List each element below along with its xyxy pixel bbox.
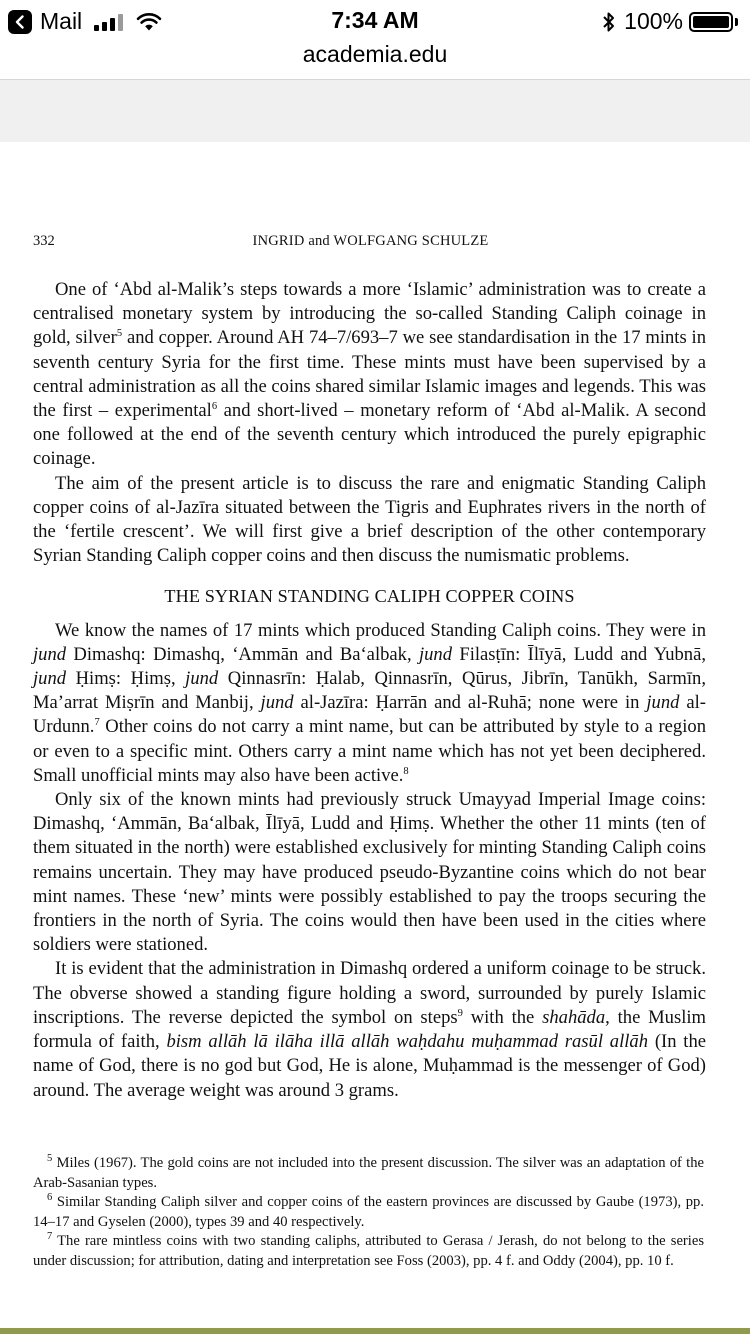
bottom-accent-bar <box>0 1328 750 1334</box>
back-label: Mail <box>40 8 83 34</box>
footnotes <box>33 1154 704 1272</box>
section-heading: THE SYRIAN STANDING CALIPH COPPER COINS <box>164 586 575 607</box>
paragraph: One of ‘Abd al-Malik’s steps towards a more ‘Islamic’ administration was to create a centralised monetary system by introducing the so-called Standing Caliph coinage in gold, silver$^5$ and copper. Around AH 74–7/693–7 we see standardisation in the 17 mints in seventh century Syria for the first time. These mints must have been supervised by a central administration as all the coins shared similar Islamic images and legends. This was the first – experimental$^6$ and short-lived – monetary reform of ‘Abd al-Malik. A second one followed at the end of the seventh century which introduced the purely epigraphic coinage. <box>33 279 706 470</box>
running-head-title: INGRID and WOLFGANG SCHULZE <box>252 233 489 249</box>
article-body <box>33 278 706 1103</box>
battery-percentage: 100% <box>624 8 683 34</box>
clock: 7:34 AM <box>331 7 419 33</box>
battery-icon <box>689 12 733 32</box>
paragraph: Only six of the known mints had previously struck Umayyad Imperial Image coins: Dimashq, ‘Ammān, Ba‘albak, Īlīyā, Ludd and Ḥimṣ. Whether the other 11 mints (ten of them situated in the north) were established exclusively for minting Standing Caliph coins remains uncertain. They may have produced pseudo-Byzantine coins which do not bear mint names. These ‘new’ mints were possibly established to pay the troops securing the frontiers in the north of Syria. The coins would then have been used in the cities where soldiers were stationed. <box>33 789 706 956</box>
paragraph: The aim of the present article is to discuss the rare and enigmatic Standing Caliph copper coins of al-Jazīra situated between the Tigris and Euphrates rivers in the north of the ‘fertile crescent’. We will first give a brief description of the other contemporary Syrian Standing Caliph copper coins and then discuss the numismatic problems. <box>33 472 706 567</box>
footnote: $^5$ Miles (1967). The gold coins are not included into the present discussion. The silver was an adaptation of the Arab-Sasanian types. <box>33 1153 704 1191</box>
document-page <box>0 142 750 1334</box>
bluetooth-icon <box>602 11 616 33</box>
status-bar <box>0 0 750 40</box>
page-number: 332 <box>33 233 55 249</box>
footnote: $^7$ The rare mintless coins with two standing caliphs, attributed to Gerasa / Jerash, do not belong to the series under discussion; for attribution, dating and interpretation see Foss (2003), pp. 4 f. and Oddy (2004), pp. 10 f. <box>33 1231 704 1269</box>
paragraph: We know the names of 17 mints which produced Standing Caliph coins. They were in jund Dimashq: Dimashq, ‘Ammān and Ba‘albak, jund Filasṭīn: Īlīyā, Ludd and Yubnā, jund Ḥimṣ: Ḥimṣ, jund Qinnasrīn: Ḥalab, Qinnasrīn, Qūrus, Jibrīn, Tanūkh, Sarmīn, Ma’arrat Miṣrīn and Manbij, jund al-Jazīra: Ḥarrān and al-Ruhā; none were in jund al-Urdunn.$^7$ Other coins do not carry a mint name, but can be attributed by style to a region or even to a specific mint. Others carry a mint name which has not yet been deciphered. Small unofficial mints may also have been active.$^8$ <box>33 619 707 786</box>
running-head <box>33 233 713 253</box>
browser-toolbar-area <box>0 79 750 143</box>
footnote: $^6$ Similar Standing Caliph silver and copper coins of the eastern provinces are discussed by Gaube (1973), pp. 14–17 and Gyselen (2000), types 39 and 40 respectively. <box>33 1192 704 1230</box>
paragraph: It is evident that the administration in Dimashq ordered a uniform coinage to be struck. The obverse showed a standing figure holding a sword, surrounded by purely Islamic inscriptions. The reverse depicted the symbol on steps$^9$ with the shahāda, the Muslim formula of faith, bism allāh lā ilāha illā allāh waḥdahu muḥammad rasūl allāh (In the name of God, there is no god but God, He is alone, Muḥammad is the messenger of God) around. The average weight was around 3 grams. <box>33 958 707 1101</box>
url-bar[interactable] <box>0 40 750 80</box>
url-text: academia.edu <box>302 41 448 67</box>
